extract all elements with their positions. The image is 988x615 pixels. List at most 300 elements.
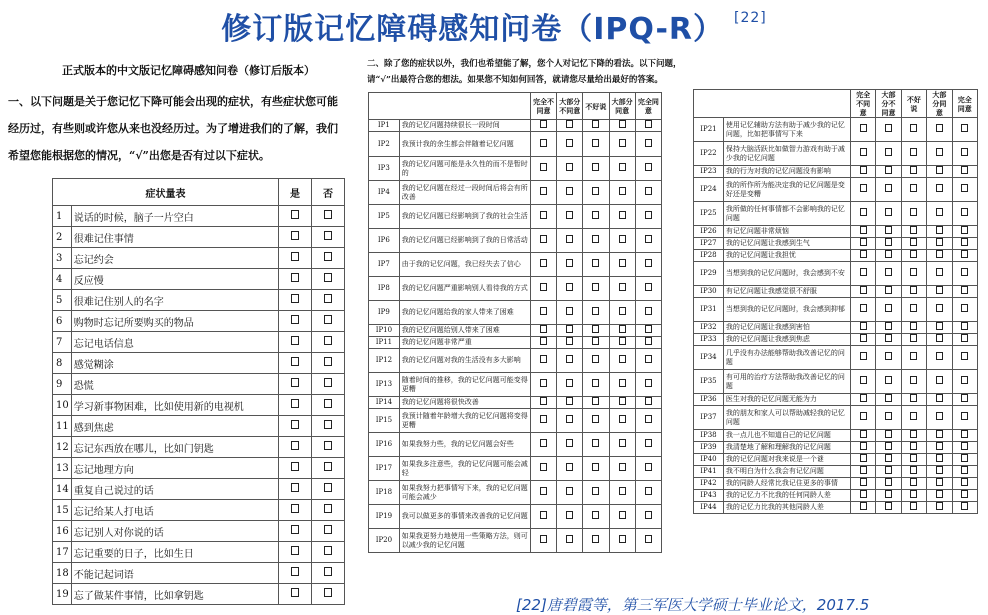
checkbox[interactable] (291, 210, 299, 219)
checkbox[interactable] (936, 148, 943, 156)
checkbox[interactable] (566, 337, 573, 345)
rating-cell (530, 229, 556, 253)
checkbox[interactable] (961, 268, 968, 276)
checkbox[interactable] (645, 163, 652, 171)
checkbox[interactable] (566, 163, 573, 171)
checkbox[interactable] (961, 334, 968, 342)
checkbox[interactable] (291, 525, 299, 534)
checkbox[interactable] (291, 315, 299, 324)
checkbox[interactable] (540, 355, 547, 363)
checkbox[interactable] (645, 211, 652, 219)
checkbox[interactable] (885, 208, 892, 216)
checkbox[interactable] (860, 376, 867, 384)
checkbox[interactable] (885, 478, 892, 486)
checkbox[interactable] (936, 334, 943, 342)
checkbox[interactable] (961, 304, 968, 312)
checkbox[interactable] (910, 412, 917, 420)
checkbox[interactable] (910, 322, 917, 330)
no-cell (312, 542, 345, 563)
checkbox[interactable] (592, 187, 599, 195)
checkbox[interactable] (961, 430, 968, 438)
checkbox[interactable] (910, 304, 917, 312)
checkbox[interactable] (885, 430, 892, 438)
checkbox[interactable] (291, 252, 299, 261)
checkbox[interactable] (619, 139, 626, 147)
checkbox[interactable] (961, 208, 968, 216)
checkbox[interactable] (592, 283, 599, 291)
yes-cell (279, 290, 312, 311)
checkbox[interactable] (540, 415, 547, 423)
checkbox[interactable] (885, 454, 892, 462)
checkbox[interactable] (885, 124, 892, 132)
checkbox[interactable] (324, 252, 332, 261)
ipq-row (694, 346, 978, 370)
rating-cell (635, 120, 661, 132)
checkbox[interactable] (961, 322, 968, 330)
ipq-row (694, 478, 978, 490)
checkbox[interactable] (885, 376, 892, 384)
symptom-number: 7 (53, 332, 72, 353)
checkbox[interactable] (885, 250, 892, 258)
checkbox[interactable] (540, 187, 547, 195)
checkbox[interactable] (885, 502, 892, 510)
checkbox[interactable] (566, 379, 573, 387)
rating-cell (952, 262, 977, 286)
no-header: 否 (312, 179, 345, 206)
checkbox[interactable] (566, 355, 573, 363)
checkbox[interactable] (324, 525, 332, 534)
checkbox[interactable] (566, 487, 573, 495)
checkbox[interactable] (645, 120, 652, 128)
checkbox[interactable] (291, 399, 299, 408)
checkbox[interactable] (936, 250, 943, 258)
checkbox[interactable] (291, 273, 299, 282)
checkbox[interactable] (592, 415, 599, 423)
checkbox[interactable] (645, 439, 652, 447)
checkbox[interactable] (592, 163, 599, 171)
checkbox[interactable] (566, 283, 573, 291)
checkbox[interactable] (936, 322, 943, 330)
symptom-text: 忘了做某件事情，比如拿钥匙 (71, 584, 278, 605)
checkbox[interactable] (645, 337, 652, 345)
rating-cell (635, 457, 661, 481)
checkbox[interactable] (961, 166, 968, 174)
checkbox[interactable] (592, 337, 599, 345)
checkbox[interactable] (619, 235, 626, 243)
checkbox[interactable] (324, 462, 332, 471)
checkbox[interactable] (936, 430, 943, 438)
rating-cell (927, 334, 952, 346)
checkbox[interactable] (860, 250, 867, 258)
checkbox[interactable] (592, 379, 599, 387)
checkbox[interactable] (936, 208, 943, 216)
checkbox[interactable] (936, 238, 943, 246)
checkbox[interactable] (936, 376, 943, 384)
checkbox[interactable] (291, 294, 299, 303)
checkbox[interactable] (592, 535, 599, 543)
checkbox[interactable] (860, 466, 867, 474)
checkbox[interactable] (860, 268, 867, 276)
checkbox[interactable] (619, 355, 626, 363)
checkbox[interactable] (885, 412, 892, 420)
checkbox[interactable] (540, 397, 547, 405)
checkbox[interactable] (592, 307, 599, 315)
checkbox[interactable] (961, 184, 968, 192)
checkbox[interactable] (645, 325, 652, 333)
checkbox[interactable] (324, 231, 332, 240)
checkbox[interactable] (540, 307, 547, 315)
checkbox[interactable] (910, 352, 917, 360)
checkbox[interactable] (860, 148, 867, 156)
checkbox[interactable] (860, 124, 867, 132)
checkbox[interactable] (885, 226, 892, 234)
checkbox[interactable] (540, 235, 547, 243)
checkbox[interactable] (910, 502, 917, 510)
checkbox[interactable] (936, 394, 943, 402)
checkbox[interactable] (936, 502, 943, 510)
symptom-text: 恐慌 (71, 374, 278, 395)
checkbox[interactable] (910, 166, 917, 174)
checkbox[interactable] (645, 307, 652, 315)
checkbox[interactable] (619, 439, 626, 447)
checkbox[interactable] (619, 379, 626, 387)
rating-cell (609, 181, 635, 205)
checkbox[interactable] (592, 487, 599, 495)
checkbox[interactable] (619, 211, 626, 219)
checkbox[interactable] (885, 166, 892, 174)
checkbox[interactable] (324, 483, 332, 492)
checkbox[interactable] (291, 441, 299, 450)
checkbox[interactable] (645, 283, 652, 291)
checkbox[interactable] (910, 268, 917, 276)
checkbox[interactable] (566, 511, 573, 519)
checkbox[interactable] (936, 454, 943, 462)
checkbox[interactable] (910, 286, 917, 294)
checkbox[interactable] (936, 304, 943, 312)
checkbox[interactable] (566, 187, 573, 195)
checkbox[interactable] (540, 283, 547, 291)
checkbox[interactable] (936, 286, 943, 294)
checkbox[interactable] (291, 420, 299, 429)
checkbox[interactable] (566, 463, 573, 471)
checkbox[interactable] (540, 535, 547, 543)
checkbox[interactable] (619, 307, 626, 315)
checkbox[interactable] (540, 511, 547, 519)
checkbox[interactable] (910, 148, 917, 156)
no-cell (312, 584, 345, 605)
checkbox[interactable] (291, 546, 299, 555)
checkbox[interactable] (936, 478, 943, 486)
checkbox[interactable] (291, 567, 299, 576)
checkbox[interactable] (860, 502, 867, 510)
checkbox[interactable] (619, 259, 626, 267)
checkbox[interactable] (324, 378, 332, 387)
checkbox[interactable] (885, 268, 892, 276)
checkbox[interactable] (619, 415, 626, 423)
checkbox[interactable] (961, 502, 968, 510)
item-id: IP43 (694, 490, 724, 502)
checkbox[interactable] (540, 379, 547, 387)
rating-cell (901, 346, 926, 370)
checkbox[interactable] (910, 334, 917, 342)
checkbox[interactable] (566, 415, 573, 423)
rating-cell (952, 166, 977, 178)
checkbox[interactable] (645, 415, 652, 423)
checkbox[interactable] (324, 441, 332, 450)
checkbox[interactable] (961, 454, 968, 462)
item-text: 我的记忆问题持续很长一段时间 (399, 120, 530, 132)
symptom-text: 说话的时候，脑子一片空白 (71, 206, 278, 227)
checkbox[interactable] (910, 394, 917, 402)
checkbox[interactable] (566, 211, 573, 219)
checkbox[interactable] (619, 535, 626, 543)
checkbox[interactable] (936, 268, 943, 276)
checkbox[interactable] (860, 352, 867, 360)
checkbox[interactable] (885, 466, 892, 474)
checkbox[interactable] (910, 442, 917, 450)
checkbox[interactable] (592, 463, 599, 471)
checkbox[interactable] (885, 322, 892, 330)
checkbox[interactable] (860, 226, 867, 234)
checkbox[interactable] (961, 124, 968, 132)
checkbox[interactable] (936, 226, 943, 234)
checkbox[interactable] (961, 442, 968, 450)
checkbox[interactable] (619, 463, 626, 471)
checkbox[interactable] (645, 463, 652, 471)
checkbox[interactable] (291, 231, 299, 240)
rating-cell (850, 226, 875, 238)
checkbox[interactable] (540, 259, 547, 267)
checkbox[interactable] (961, 466, 968, 474)
checkbox[interactable] (860, 238, 867, 246)
checkbox[interactable] (961, 286, 968, 294)
checkbox[interactable] (291, 483, 299, 492)
checkbox[interactable] (540, 463, 547, 471)
rating-cell (901, 394, 926, 406)
checkbox[interactable] (910, 124, 917, 132)
checkbox[interactable] (324, 588, 332, 597)
checkbox[interactable] (619, 325, 626, 333)
checkbox[interactable] (324, 420, 332, 429)
checkbox[interactable] (910, 184, 917, 192)
checkbox[interactable] (540, 120, 547, 128)
rating-cell (635, 397, 661, 409)
rating-cell (901, 490, 926, 502)
checkbox[interactable] (961, 376, 968, 384)
checkbox[interactable] (324, 336, 332, 345)
checkbox[interactable] (910, 478, 917, 486)
checkbox[interactable] (540, 337, 547, 345)
checkbox[interactable] (291, 336, 299, 345)
checkbox[interactable] (961, 226, 968, 234)
checkbox[interactable] (592, 397, 599, 405)
checkbox[interactable] (961, 478, 968, 486)
checkbox[interactable] (619, 337, 626, 345)
checkbox[interactable] (860, 430, 867, 438)
checkbox[interactable] (860, 184, 867, 192)
checkbox[interactable] (592, 139, 599, 147)
checkbox[interactable] (540, 211, 547, 219)
checkbox[interactable] (645, 139, 652, 147)
checkbox[interactable] (910, 238, 917, 246)
checkbox[interactable] (936, 124, 943, 132)
checkbox[interactable] (860, 442, 867, 450)
ipq-row (694, 466, 978, 478)
checkbox[interactable] (885, 490, 892, 498)
checkbox[interactable] (910, 490, 917, 498)
checkbox[interactable] (961, 352, 968, 360)
checkbox[interactable] (885, 148, 892, 156)
checkbox[interactable] (619, 487, 626, 495)
checkbox[interactable] (324, 546, 332, 555)
checkbox[interactable] (860, 208, 867, 216)
checkbox[interactable] (592, 439, 599, 447)
checkbox[interactable] (566, 307, 573, 315)
checkbox[interactable] (592, 259, 599, 267)
checkbox[interactable] (324, 357, 332, 366)
checkbox[interactable] (860, 478, 867, 486)
checkbox[interactable] (592, 355, 599, 363)
checkbox[interactable] (860, 394, 867, 402)
checkbox[interactable] (885, 286, 892, 294)
checkbox[interactable] (291, 357, 299, 366)
checkbox[interactable] (936, 352, 943, 360)
checkbox[interactable] (566, 139, 573, 147)
no-cell (312, 437, 345, 458)
checkbox[interactable] (860, 454, 867, 462)
checkbox[interactable] (885, 442, 892, 450)
checkbox[interactable] (885, 304, 892, 312)
checkbox[interactable] (961, 148, 968, 156)
checkbox[interactable] (860, 490, 867, 498)
checkbox[interactable] (910, 430, 917, 438)
checkbox[interactable] (619, 120, 626, 128)
checkbox[interactable] (910, 208, 917, 216)
checkbox[interactable] (324, 273, 332, 282)
checkbox[interactable] (936, 184, 943, 192)
checkbox[interactable] (645, 397, 652, 405)
rating-cell (876, 202, 901, 226)
item-text: 几乎没有办法能够帮助我改善记忆的问题 (723, 346, 850, 370)
checkbox[interactable] (592, 325, 599, 333)
slide-title: 修订版记忆障碍感知问卷（IPQ-R） [22] (221, 10, 767, 47)
item-text: 由于我的记忆问题，我已经失去了信心 (399, 253, 530, 277)
item-id: IP44 (694, 502, 724, 514)
checkbox[interactable] (291, 378, 299, 387)
symptom-row (53, 395, 345, 416)
checkbox[interactable] (566, 439, 573, 447)
checkbox[interactable] (936, 466, 943, 474)
checkbox[interactable] (645, 511, 652, 519)
checkbox[interactable] (885, 238, 892, 246)
checkbox[interactable] (619, 397, 626, 405)
checkbox[interactable] (540, 439, 547, 447)
checkbox[interactable] (619, 283, 626, 291)
checkbox[interactable] (645, 187, 652, 195)
checkbox[interactable] (324, 399, 332, 408)
checkbox[interactable] (645, 259, 652, 267)
checkbox[interactable] (566, 535, 573, 543)
checkbox[interactable] (936, 490, 943, 498)
checkbox[interactable] (619, 511, 626, 519)
checkbox[interactable] (592, 235, 599, 243)
ipq-row (694, 442, 978, 454)
checkbox[interactable] (961, 250, 968, 258)
item-id: IP11 (369, 337, 400, 349)
checkbox[interactable] (566, 235, 573, 243)
rating-cell (850, 118, 875, 142)
checkbox[interactable] (936, 412, 943, 420)
item-id: IP33 (694, 334, 724, 346)
checkbox[interactable] (291, 462, 299, 471)
checkbox[interactable] (540, 163, 547, 171)
checkbox[interactable] (910, 454, 917, 462)
checkbox[interactable] (961, 394, 968, 402)
checkbox[interactable] (324, 315, 332, 324)
checkbox[interactable] (566, 325, 573, 333)
rating-cell (901, 178, 926, 202)
checkbox[interactable] (291, 504, 299, 513)
checkbox[interactable] (860, 166, 867, 174)
checkbox[interactable] (324, 504, 332, 513)
checkbox[interactable] (566, 397, 573, 405)
checkbox[interactable] (860, 412, 867, 420)
checkbox[interactable] (645, 355, 652, 363)
ipq-row (694, 286, 978, 298)
checkbox[interactable] (885, 334, 892, 342)
checkbox[interactable] (566, 259, 573, 267)
checkbox[interactable] (961, 238, 968, 246)
checkbox[interactable] (885, 352, 892, 360)
item-id: IP22 (694, 142, 724, 166)
checkbox[interactable] (619, 187, 626, 195)
checkbox[interactable] (592, 511, 599, 519)
checkbox[interactable] (645, 235, 652, 243)
checkbox[interactable] (936, 166, 943, 174)
checkbox[interactable] (860, 304, 867, 312)
checkbox[interactable] (592, 120, 599, 128)
item-id: IP21 (694, 118, 724, 142)
checkbox[interactable] (860, 322, 867, 330)
checkbox[interactable] (885, 394, 892, 402)
checkbox[interactable] (961, 412, 968, 420)
checkbox[interactable] (619, 163, 626, 171)
checkbox[interactable] (645, 379, 652, 387)
rating-cell (927, 478, 952, 490)
checkbox[interactable] (860, 334, 867, 342)
checkbox[interactable] (910, 250, 917, 258)
checkbox[interactable] (645, 487, 652, 495)
checkbox[interactable] (540, 487, 547, 495)
checkbox[interactable] (291, 588, 299, 597)
checkbox[interactable] (645, 535, 652, 543)
checkbox[interactable] (885, 184, 892, 192)
checkbox[interactable] (324, 210, 332, 219)
checkbox[interactable] (936, 442, 943, 450)
checkbox[interactable] (961, 490, 968, 498)
checkbox[interactable] (324, 567, 332, 576)
checkbox[interactable] (910, 226, 917, 234)
checkbox[interactable] (324, 294, 332, 303)
checkbox[interactable] (910, 376, 917, 384)
rating-cell (901, 442, 926, 454)
checkbox[interactable] (540, 139, 547, 147)
checkbox[interactable] (540, 325, 547, 333)
checkbox[interactable] (910, 466, 917, 474)
checkbox[interactable] (566, 120, 573, 128)
checkbox[interactable] (592, 211, 599, 219)
checkbox[interactable] (860, 286, 867, 294)
